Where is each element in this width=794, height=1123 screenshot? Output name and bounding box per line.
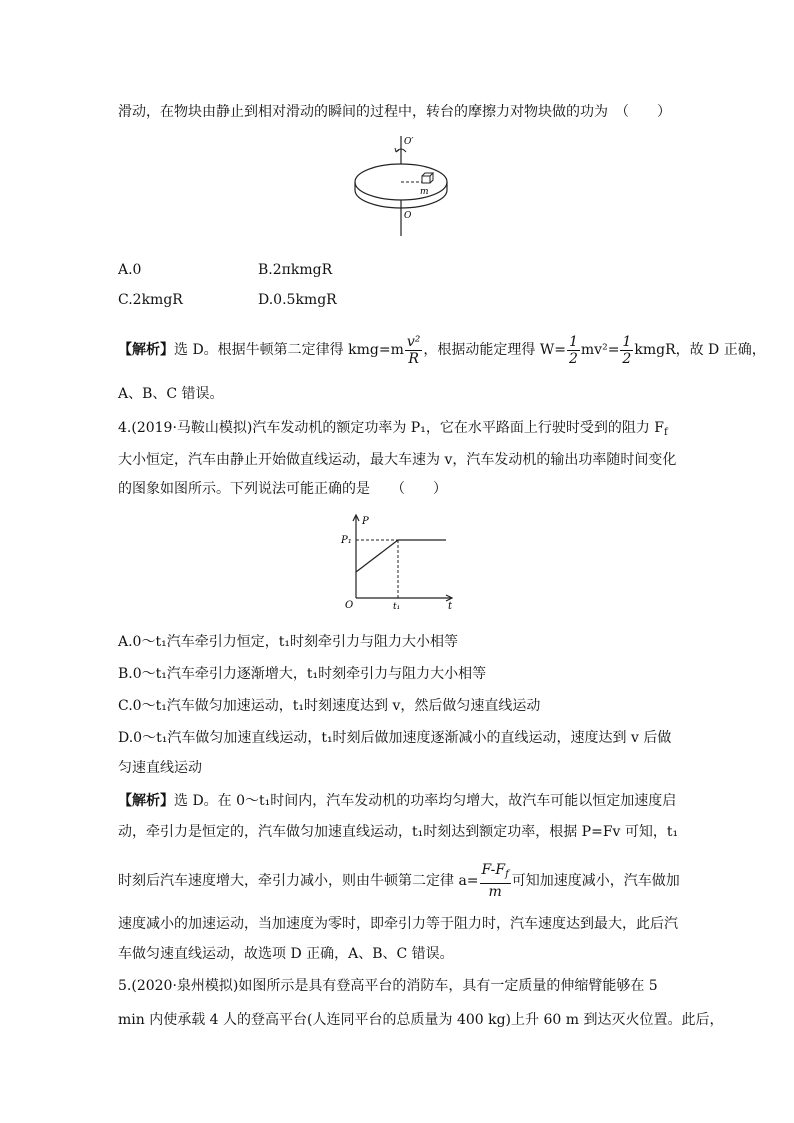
q3-option-d: D.0.5kmgR: [258, 292, 337, 308]
label-t1: t₁: [393, 602, 401, 612]
q4-option-c: C.0～t₁汽车做匀加速运动，t₁时刻速度达到 v，然后做匀速直线运动: [118, 698, 541, 714]
q3-analysis-line2: A、B、C 错误。: [118, 386, 224, 402]
q5-line2: min 内使承载 4 人的登高平台(人连同平台的总质量为 400 kg)上升 60 m 到达灭火位置。此后，: [118, 1012, 724, 1028]
label-p: P: [362, 516, 369, 527]
label-p1: P₁: [341, 535, 352, 546]
q3-option-c: C.2kmgR: [118, 292, 183, 308]
label-t: t: [448, 601, 453, 612]
power-time-graph: [340, 512, 460, 612]
label-m: m: [420, 187, 429, 197]
label-o-prime: O′: [404, 137, 414, 147]
analysis-tag: 【解析】: [118, 342, 174, 358]
label-o: O: [404, 211, 412, 221]
q3-analysis: 【解析】选 D。根据牛顿第二定律得 kmg=m $\frac{\text{v²}}{R}$ ，根据动能定理得 W= $\frac{1}{2}$ mv²= $\frac{1}{2}$ kmgR，故 D 正确，: [118, 333, 766, 367]
q4-analysis-line3: 时刻后汽车速度增大，牵引力减小，则由牛顿第二定律 a= $\frac{F-F_f}{m}$ 可知加速度减小，汽车做加: [118, 862, 680, 900]
analysis-tag: 【解析】: [118, 793, 174, 809]
label-origin: O: [345, 600, 354, 611]
fraction: $\frac{1}{2}$: [568, 333, 578, 367]
q3-stem-tail: 滑动，在物块由静止到相对滑动的瞬间的过程中，转台的摩擦力对物块做的功为 （ ）: [118, 104, 671, 120]
q4-line2: 大小恒定，汽车由静止开始做直线运动，最大车速为 v，汽车发动机的输出功率随时间变化: [118, 452, 677, 468]
turntable-figure: [340, 132, 460, 242]
q3-option-a: A.0: [118, 262, 142, 278]
q4-analysis-line5: 车做匀速直线运动，故选项 D 正确，A、B、C 错误。: [118, 946, 454, 962]
q5-line1: 5.(2020·泉州模拟)如图所示是具有登高平台的消防车，具有一定质量的伸缩臂能够在 5: [118, 978, 658, 994]
q4-option-d-line2: 匀速直线运动: [118, 760, 202, 776]
q4-analysis-line4: 速度减小的加速运动，当加速度为零时，即牵引力等于阻力时，汽车速度达到最大，此后汽: [118, 916, 678, 932]
q4-line3: 的图象如图所示。下列说法可能正确的是 （ ）: [118, 481, 447, 497]
q4-analysis-line2: 动，牵引力是恒定的，汽车做匀加速直线运动，t₁时刻达到额定功率，根据 P=Fv 可知，t₁: [118, 824, 679, 840]
q4-line1: 4.(2019·马鞍山模拟)汽车发动机的额定功率为 P₁，它在水平路面上行驶时受到的阻力 $F_f$: [118, 420, 668, 438]
q4-option-a: A.0～t₁汽车牵引力恒定，t₁时刻牵引力与阻力大小相等: [118, 634, 458, 650]
fraction: $\frac{\text{v²}}{R}$: [406, 333, 421, 367]
fraction: $\frac{1}{2}$: [622, 333, 632, 367]
fraction: $\frac{F-F_f}{m}$: [481, 862, 509, 900]
q4-option-b: B.0～t₁汽车牵引力逐渐增大，t₁时刻牵引力与阻力大小相等: [118, 666, 487, 682]
q4-analysis-line1: 【解析】选 D。在 0～t₁时间内，汽车发动机的功率均匀增大，故汽车可能以恒定加速度启: [118, 793, 677, 809]
q4-option-d-line1: D.0～t₁汽车做匀加速直线运动，t₁时刻后做加速度逐渐减小的直线运动，速度达到 v 后做: [118, 730, 672, 746]
q3-option-b: B.2πkmgR: [258, 262, 333, 278]
